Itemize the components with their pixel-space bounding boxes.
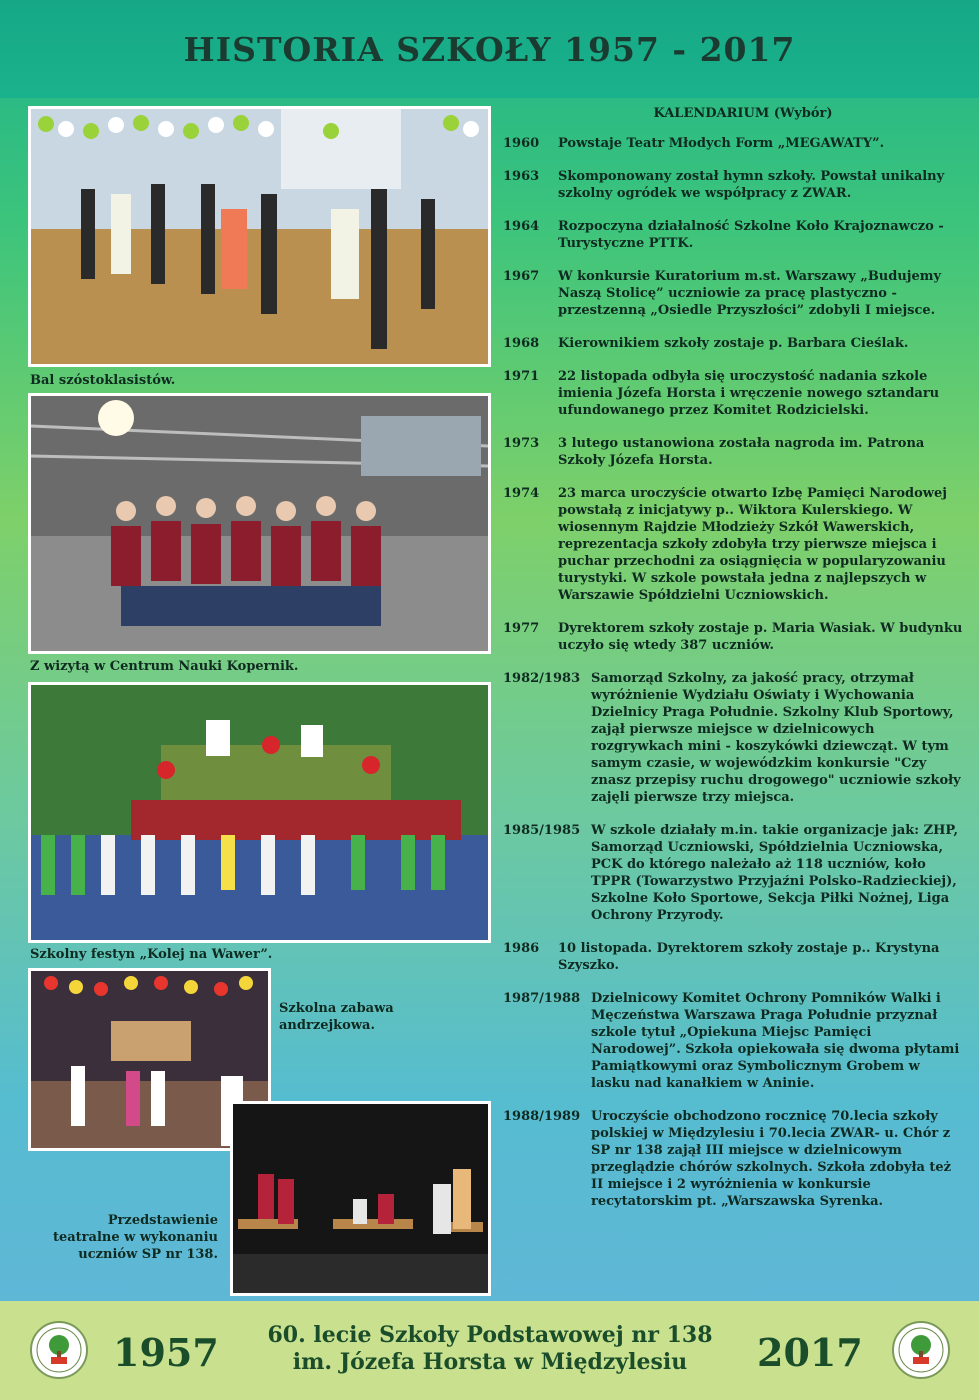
entry-text: 23 marca uroczyście otwarto Izbę Pamięci Narodowej powstałą z inicjatywy p.. Wiktora Kulerskiego. W wiosennym Rajdzie Młodzieży Szkół Wawerskich, reprezentacja szkoły zdobyła trzy pierwsze miejsca i puchar przechodni za osiągnięcia w popularyzowaniu turystyki. W szkole powstała jedna z najlepszych w Warszawie Spółdzielni Uczniowskich.	[558, 486, 947, 603]
page-title: HISTORIA SZKOŁY 1957 - 2017	[183, 29, 796, 69]
calendar-entry	[503, 940, 963, 974]
footer-year-left: 1957	[113, 1330, 219, 1375]
calendar-entry	[503, 168, 963, 202]
entry-year: 1986	[503, 941, 540, 956]
calendar-entry	[503, 218, 963, 252]
entry-text: Rozpoczyna działalność Szkolne Koło Krajoznawczo - Turystyczne PTTK.	[558, 219, 944, 251]
entry-year: 1988/1989	[503, 1109, 581, 1124]
entry-text: 22 listopada odbyła się uroczystość nadania szkole imienia Józefa Horsta i wręczenie nowego sztandaru ufundowanego przez Komitet Rodzicielski.	[558, 369, 940, 418]
photo-ball	[28, 106, 491, 367]
entry-text: Dzielnicowy Komitet Ochrony Pomników Walki i Męczeństwa Warszawa Praga Południe przyznał szkole tytuł „Opiekuna Miejsc Pamięci Narodowej”. Szkoła opiekowała się dwoma płytami Pamiątkowymi oraz Symbolicznym Grobem w lasku nad kanałkiem w Aninie.	[591, 991, 960, 1091]
caption-kopernik: Z wizytą w Centrum Nauki Kopernik.	[30, 659, 299, 674]
calendar-title: KALENDARIUM (Wybór)	[653, 106, 833, 121]
calendar-entry	[503, 485, 963, 604]
entry-year: 1974	[503, 486, 540, 501]
footer-text	[240, 1322, 740, 1376]
calendar-entry	[503, 990, 963, 1092]
photo-ball-image	[31, 109, 488, 364]
photo-theatre-image	[233, 1104, 488, 1293]
entry-year: 1968	[503, 336, 540, 351]
calendar-entry	[503, 1108, 963, 1210]
entry-text: Skomponowany został hymn szkoły. Powstał unikalny szkolny ogródek we współpracy z ZWAR.	[558, 169, 945, 201]
header-banner	[0, 0, 979, 98]
photo-festival	[28, 682, 491, 943]
entry-year: 1964	[503, 219, 540, 234]
entry-year: 1960	[503, 136, 540, 151]
entry-year: 1982/1983	[503, 671, 581, 686]
entry-text: W konkursie Kuratorium m.st. Warszawy „Budujemy Naszą Stolicę” uczniowie za pracę plastyczno - przestzenną „Osiedle Przyszłości” zdobyli I miejsce.	[558, 269, 942, 318]
caption-andrzejki: Szkolna zabawa andrzejkowa.	[279, 1001, 394, 1033]
entry-text: Kierownikiem szkoły zostaje p. Barbara Cieślak.	[558, 336, 909, 351]
calendar-entry	[503, 620, 963, 654]
footer-line-2: im. Józefa Horsta w Międzylesiu	[292, 1349, 688, 1375]
caption-festival: Szkolny festyn „Kolej na Wawer”.	[30, 947, 273, 962]
entry-year: 1971	[503, 369, 540, 384]
calendar-entry	[503, 268, 963, 319]
photo-festival-image	[31, 685, 488, 940]
calendar-entry	[503, 822, 963, 924]
calendar-entry	[503, 335, 963, 352]
school-emblem-right	[892, 1321, 950, 1379]
entry-year: 1963	[503, 169, 540, 184]
calendar-entry	[503, 435, 963, 469]
calendar-entry	[503, 135, 963, 152]
school-emblem-left	[30, 1321, 88, 1379]
calendar-entry	[503, 368, 963, 419]
entry-text: Uroczyście obchodzono rocznicę 70.lecia szkoły polskiej w Międzylesiu i 70.lecia ZWAR- u. Chór z SP nr 138 zajął III miejsce w dzielnicowym przeglądzie chórów szkolnych. Szkoła zdobyła też II miejsce i 2 wyróżnienia w konkursie recytatorskim pt. „Warszawska Syrenka.	[591, 1109, 952, 1209]
entry-year: 1985/1985	[503, 823, 581, 838]
caption-ball: Bal szóstoklasistów.	[30, 373, 176, 388]
entry-year: 1977	[503, 621, 540, 636]
entry-text: W szkole działały m.in. takie organizacje jak: ZHP, Samorząd Uczniowski, Spółdzielnia Uczniowska, PCK do którego należało aż 118 uczniów, koło TPPR (Towarzystwo Przyjaźni Polsko-Radzieckiej), Szkolne Koło Sportowe, Sekcja Piłki Nożnej, Liga Ochrony Przyrody.	[591, 823, 958, 923]
entry-text: Powstaje Teatr Młodych Form „MEGAWATY”.	[558, 136, 885, 151]
entry-year: 1987/1988	[503, 991, 581, 1006]
entry-text: Dyrektorem szkoły zostaje p. Maria Wasiak. W budynku uczyło się wtedy 387 uczniów.	[558, 621, 963, 653]
footer-year-right: 2017	[757, 1330, 863, 1375]
tree-icon	[894, 1323, 948, 1377]
photo-kopernik-image	[31, 396, 488, 651]
calendar-entry	[503, 670, 963, 806]
photo-kopernik	[28, 393, 491, 654]
tree-icon	[32, 1323, 86, 1377]
entry-year: 1967	[503, 269, 540, 284]
entry-text: 10 listopada. Dyrektorem szkoły zostaje p.. Krystyna Szyszko.	[558, 941, 940, 973]
photo-theatre	[230, 1101, 491, 1296]
entry-year: 1973	[503, 436, 540, 451]
entry-text: Samorząd Szkolny, za jakość pracy, otrzymał wyróżnienie Wydziału Oświaty i Wychowania Dzielnicy Praga Południe. Szkolny Klub Sportowy, zajął pierwsze miejsce w dzielnicowych rozgrywkach mini - koszykówki dziewcząt. W tym samym czasie, w wojewódzkim konkursie "Czy znasz przepisy ruchu drogowego" uczniowie szkoły zajęli pierwsze trzy miejsca.	[591, 671, 961, 805]
calendar	[503, 106, 963, 1226]
footer-line-1: 60. lecie Szkoły Podstawowej nr 138	[267, 1322, 713, 1348]
entry-text: 3 lutego ustanowiona została nagroda im. Patrona Szkoły Józefa Horsta.	[558, 436, 925, 468]
caption-theatre: Przedstawienie teatralne w wykonaniu uczniów SP nr 138.	[52, 1213, 218, 1262]
